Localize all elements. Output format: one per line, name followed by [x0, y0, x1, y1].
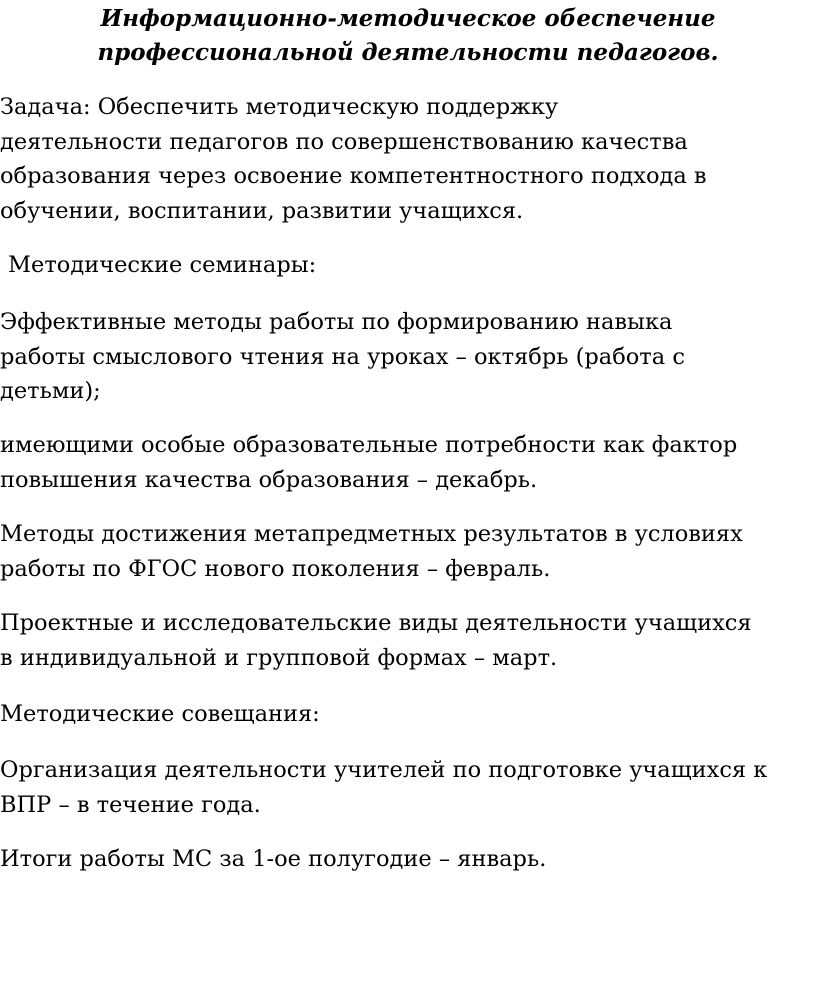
meeting-line: Организация деятельности учителей по подготовке учащихся к [0, 757, 768, 783]
task-line: обучении, воспитании, развитии учащихся. [0, 197, 524, 224]
seminar-item [0, 517, 743, 586]
seminar-line: работы смыслового чтения на уроках – октябрь (работа с [0, 343, 685, 370]
seminar-line: в индивидуальной и групповой формах – март. [0, 644, 558, 671]
meeting-line: Итоги работы МС за 1-ое полугодие – январь. [0, 846, 547, 872]
title-line: профессиональной деятельности педагогов. [97, 39, 719, 66]
seminar-line: работы по ФГОС нового поколения – февраль. [0, 555, 551, 582]
seminar-line: Методы достижения метапредметных результатов в условиях [0, 521, 743, 547]
seminar-item [0, 606, 752, 675]
task-line: образования через освоение компетентностного подхода в [0, 163, 707, 189]
seminar-line: Проектные и исследовательские виды деятельности учащихся [0, 610, 752, 636]
task-line: деятельности педагогов по совершенствованию качества [0, 128, 688, 155]
task-paragraph [0, 90, 707, 228]
seminar-item [0, 428, 737, 497]
seminars-heading [0, 248, 316, 283]
seminar-line: Эффективные методы работы по формированию навыка [0, 309, 673, 335]
meetings-heading [0, 697, 320, 732]
meetings-heading-text: Методические совещания: [0, 701, 320, 727]
document-title [0, 2, 816, 70]
task-line: Задача: Обеспечить методическую поддержку [0, 94, 559, 120]
seminar-line: повышения качества образования – декабрь. [0, 466, 538, 493]
seminar-item [0, 305, 685, 409]
title-line: Информационно-методическое обеспечение [100, 5, 716, 32]
meeting-line: ВПР – в течение года. [0, 791, 261, 818]
meeting-item [0, 753, 767, 822]
seminar-line: детьми); [0, 378, 101, 404]
seminar-line: имеющими особые образовательные потребности как фактор [0, 432, 738, 458]
seminars-heading-text: Методические семинары: [8, 252, 317, 278]
meeting-item [0, 842, 546, 877]
